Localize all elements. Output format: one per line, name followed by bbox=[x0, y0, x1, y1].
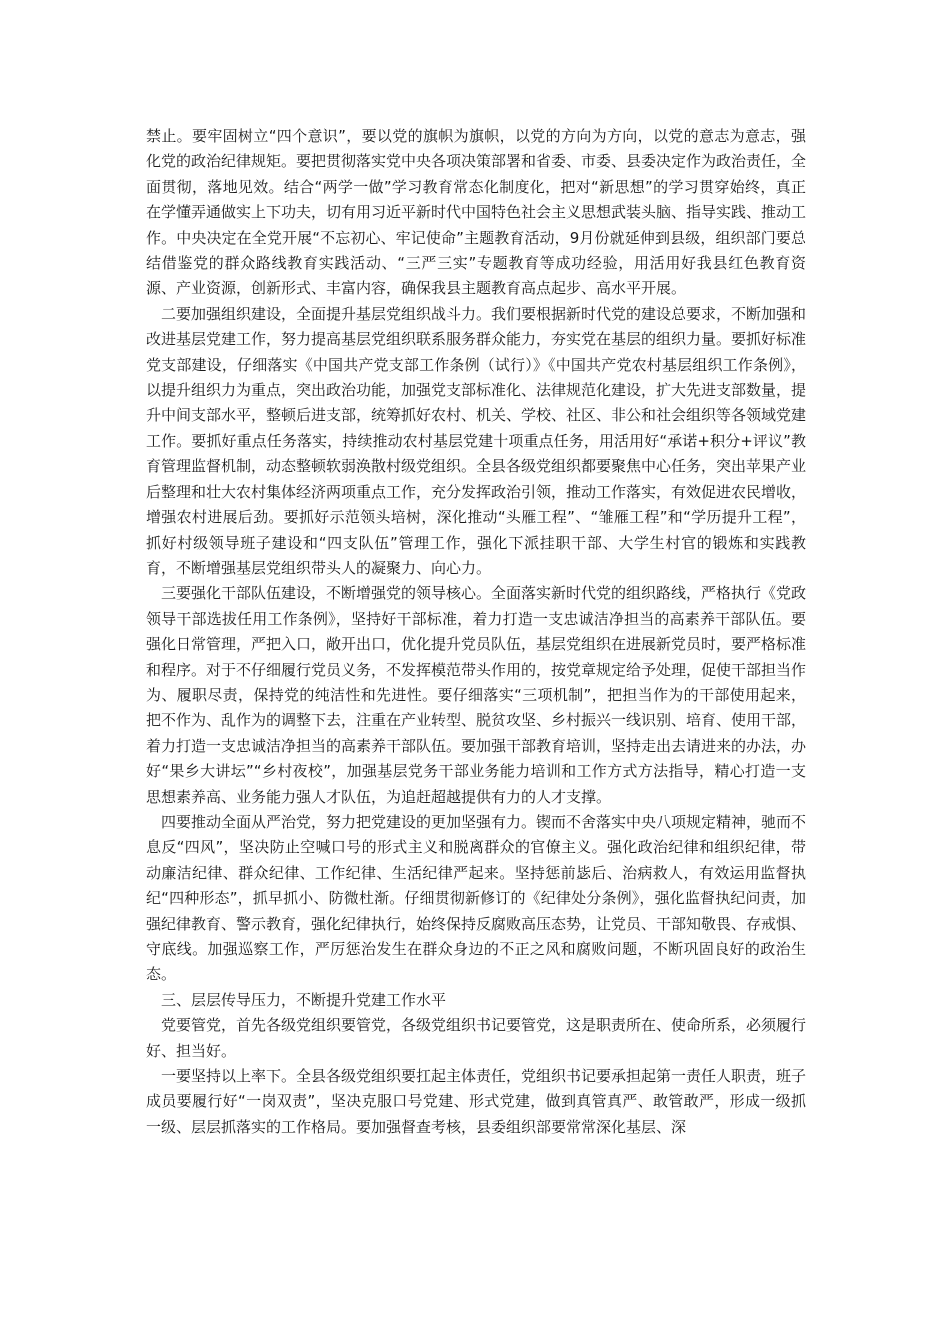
document-body bbox=[146, 124, 806, 1140]
paragraph-party-management: 党要管党，首先各级党组织要管党，各级党组织书记要管党，这是职责所在、使命所系，必须履行好、担当好。 bbox=[146, 1016, 807, 1060]
paragraph-lead-by-example: 一要坚持以上率下。全县各级党组织要扛起主体责任，党组织书记要承担起第一责任人职责，班子成员要履行好“一岗双责”，坚决克服口号党建、形式党建，做到真管真严、敢管敢严，形成一级抓一级、层层抓落实的工作格局。要加强督查考核，县委组织部要常常深化基层、深 bbox=[146, 1067, 807, 1136]
paragraph-organization-building: 二要加强组织建设，全面提升基层党组织战斗力。我们要根据新时代党的建设总要求，不断加强和改进基层党建工作，努力提高基层党组织联系服务群众能力，夯实党在基层的组织力量。要抓好标准党支部建设，仔细落实《中国共产党支部工作条例（试行）》《中国共产党农村基层组织工作条例》，以提升组织力为重点，突出政治功能，加强党支部标准化、法律规范化建设，扩大先进支部数量，提升中间支部水平，整顿后进支部，统筹抓好农村、机关、学校、社区、非公和社会组织等各领域党建工作。要抓好重点任务落实，持续推动农村基层党建十项重点任务，用活用好“承诺+积分+评议”教育管理监督机制，动态整顿软弱涣散村级党组织。全县各级党组织都要聚焦中心任务，突出苹果产业后整理和壮大农村集体经济两项重点工作，充分发挥政治引领，推动工作落实，有效促进农民增收，增强农村进展后劲。要抓好示范领头培树，深化推动“头雁工程”、“雏雁工程”和“学历提升工程”，抓好村级领导班子建设和“四支队伍”管理工作，强化下派挂职干部、大学生村官的锻炼和实践教育，不断增强基层党组织带头人的凝聚力、向心力。 bbox=[146, 304, 807, 577]
paragraph-strict-governance: 四要推动全面从严治党，努力把党建设的更加坚强有力。锲而不舍落实中央八项规定精神，驰而不息反“四风”，坚决防止空喊口号的形式主义和脱离群众的官僚主义。强化政治纪律和组织纪律，带动廉洁纪律、群众纪律、工作纪律、生活纪律严起来。坚持惩前毖后、治病救人，有效运用监督执纪“四种形态”，抓早抓小、防微杜渐。仔细贯彻新修订的《纪律处分条例》，强化监督执纪问责，加强纪律教育、警示教育，强化纪律执行，始终保持反腐败高压态势，让党员、干部知敬畏、存戒惧、守底线。加强巡察工作，严厉惩治发生在群众身边的不正之风和腐败问题，不断巩固良好的政治生态。 bbox=[146, 812, 807, 984]
paragraph-continuation: 禁止。要牢固树立“四个意识”，要以党的旗帜为旗帜，以党的方向为方向，以党的意志为意志，强化党的政治纪律规矩。要把贯彻落实党中央各项决策部署和省委、市委、县委决定作为政治责任，全面贯彻，落地见效。结合“两学一做”学习教育常态化制度化，把对“新思想”的学习贯穿始终，真正在学懂弄通做实上下功夫，切有用习近平新时代中国特色社会主义思想武装头脑、指导实践、推动工作。中央决定在全党开展“不忘初心、牢记使命”主题教育活动，9月份就延伸到县级，组织部门要总结借鉴党的群众路线教育实践活动、“三严三实”专题教育等成功经验，用活用好我县红色教育资源、产业资源，创新形式、丰富内容，确保我县主题教育高点起步、高水平开展。 bbox=[146, 127, 807, 298]
paragraph-cadre-team: 三要强化干部队伍建设，不断增强党的领导核心。全面落实新时代党的组织路线，严格执行《党政领导干部选拔任用工作条例》，坚持好干部标准，着力打造一支忠诚洁净担当的高素养干部队伍。要强化日常管理，严把入口，敞开出口，优化提升党员队伍，基层党组织在进展新党员时，要严格标准和程序。对于不仔细履行党员义务，不发挥模范带头作用的，按党章规定给予处理，促使干部担当作为、履职尽责，保持党的纯洁性和先进性。要仔细落实“三项机制”，把担当作为的干部使用起来，把不作为、乱作为的调整下去，注重在产业转型、脱贫攻坚、乡村振兴一线识别、培育、使用干部，着力打造一支忠诚洁净担当的高素养干部队伍。要加强干部教育培训，坚持走出去请进来的办法，办好“果乡大讲坛”“乡村夜校”，加强基层党务干部业务能力培训和工作方式方法指导，精心打造一支思想素养高、业务能力强人才队伍，为追赶超越提供有力的人才支撑。 bbox=[146, 584, 807, 806]
section-heading: 三、层层传导压力，不断提升党建工作水平 bbox=[161, 990, 447, 1009]
